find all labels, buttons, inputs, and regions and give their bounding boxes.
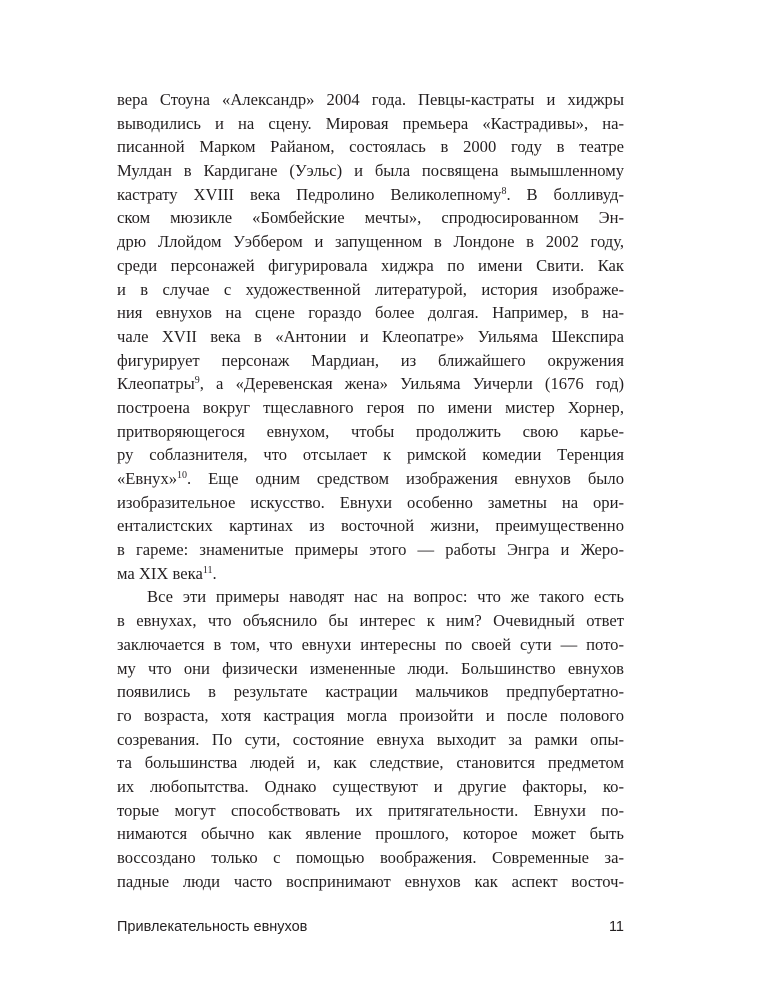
text-segment: ском мюзикле «Бомбейские мечты», спродюсированном Эн- (117, 208, 624, 228)
text-line (117, 633, 624, 657)
text-segment: , а «Деревенская жена» Уильяма Уичерли (1676 год) (199, 374, 624, 394)
text-segment: Клеопатры (117, 374, 195, 394)
text-line (117, 775, 624, 799)
text-segment: построена вокруг тщеславного героя по имени мистер Хорнер, (117, 397, 624, 417)
text-segment: заключается в том, что евнухи интересны по своей сути — пото- (117, 634, 624, 654)
text-segment: изобразительное искусство. Евнухи особенно заметны на ори- (117, 492, 624, 512)
text-line (117, 680, 624, 704)
text-line (117, 562, 624, 586)
text-segment: появились в результате кастрации мальчиков предпубертатно- (117, 682, 624, 702)
text-segment: в евнухах, что объяснило бы интерес к ним? Очевидный ответ (117, 611, 624, 631)
footnote-reference: 10 (177, 470, 188, 481)
text-segment: воссоздано только с помощью воображения. Современные за- (117, 848, 624, 867)
text-segment: му что они физически измененные люди. Большинство евнухов (117, 658, 624, 678)
text-segment: среди персонажей фигурировала хиджра по имени Свити. Как (117, 255, 624, 275)
text-segment: дрю Ллойдом Уэббером и запущенном в Лондоне в 2002 году, (117, 232, 624, 252)
text-segment: и в случае с художественной литературой, история изображе- (117, 279, 624, 299)
text-segment: фигурирует персонаж Мардиан, из ближайшего окружения (117, 350, 624, 370)
text-segment: падные люди часто воспринимают евнухов как аспект восточ- (117, 871, 624, 891)
page-number: 11 (608, 919, 624, 935)
text-line (117, 112, 624, 136)
text-line (117, 278, 624, 302)
text-segment: го возраста, хотя кастрация могла произойти и после полового (117, 705, 624, 725)
text-line (117, 325, 624, 349)
text-segment: вера Стоуна «Александр» 2004 года. Певцы-кастраты и хиджры (117, 90, 624, 109)
text-segment: Все эти примеры наводят нас на вопрос: что же такого есть (147, 587, 624, 607)
footnote-reference: 9 (194, 375, 200, 387)
text-line (117, 491, 624, 515)
text-line (117, 230, 624, 254)
text-line (117, 799, 624, 823)
text-line (117, 420, 624, 444)
text-line (117, 349, 624, 373)
text-segment: кастрату XVIII века Педролино Великолепному (117, 184, 502, 204)
text-segment: чале XVII века в «Антонии и Клеопатре» Уильяма Шекспира (117, 326, 624, 346)
footnote-reference: 11 (202, 564, 213, 576)
text-line (117, 467, 624, 491)
text-line (117, 254, 624, 278)
text-line (117, 751, 624, 775)
text-line (117, 88, 624, 112)
body-text (117, 88, 624, 893)
text-line (117, 870, 624, 894)
text-line (117, 657, 624, 681)
text-segment: их любопытства. Однако существуют и другие факторы, ко- (117, 776, 624, 796)
text-segment: в гареме: знаменитые примеры этого — работы Энгра и Жеро- (117, 540, 624, 560)
text-line (117, 443, 624, 467)
text-line (117, 609, 624, 633)
text-segment: та большинства людей и, как следствие, становится предметом (117, 753, 624, 773)
text-line (117, 372, 624, 396)
text-line (117, 135, 624, 159)
text-line (117, 396, 624, 420)
text-line (117, 585, 624, 609)
page-footer (117, 918, 624, 936)
text-segment: енталистских картинах из восточной жизни, преимущественно (117, 516, 624, 536)
text-segment: писанной Марком Райаном, состоялась в 2000 году в театре (117, 137, 624, 157)
text-segment: «Евнух» (117, 469, 178, 488)
text-segment: ния евнухов на сцене гораздо более долгая. Например, в на- (117, 303, 624, 323)
text-line (117, 206, 624, 230)
text-line (117, 514, 624, 538)
text-segment: Мулдан в Кардигане (Уэльс) и была посвящена вымышленному (117, 161, 624, 181)
text-segment: . Еще одним средством изображения евнухов было (187, 469, 624, 488)
text-segment: торые могут способствовать их притягательности. Евнухи по- (117, 800, 624, 820)
text-segment: ру соблазнителя, что отсылает к римской комедии Теренция (117, 445, 624, 465)
text-line (117, 728, 624, 752)
running-title: Привлекательность евнухов (117, 919, 308, 935)
text-line (117, 538, 624, 562)
text-line (117, 159, 624, 183)
text-segment: ма XIX века (117, 563, 203, 583)
text-line (117, 822, 624, 846)
text-segment: . (212, 563, 217, 583)
text-line (117, 301, 624, 325)
text-segment: притворяющегося евнухом, чтобы продолжить свою карье- (117, 421, 624, 441)
text-line (117, 846, 624, 870)
text-line (117, 704, 624, 728)
text-segment: . В болливуд- (506, 184, 624, 204)
text-segment: выводились и на сцену. Мировая премьера «Кастрадивы», на- (117, 113, 624, 133)
text-segment: созревания. По сути, состояние евнуха выходит за рамки опы- (117, 729, 624, 749)
footnote-reference: 8 (501, 185, 507, 197)
text-line (117, 183, 624, 207)
text-segment: нимаются обычно как явление прошлого, которое может быть (117, 824, 624, 844)
